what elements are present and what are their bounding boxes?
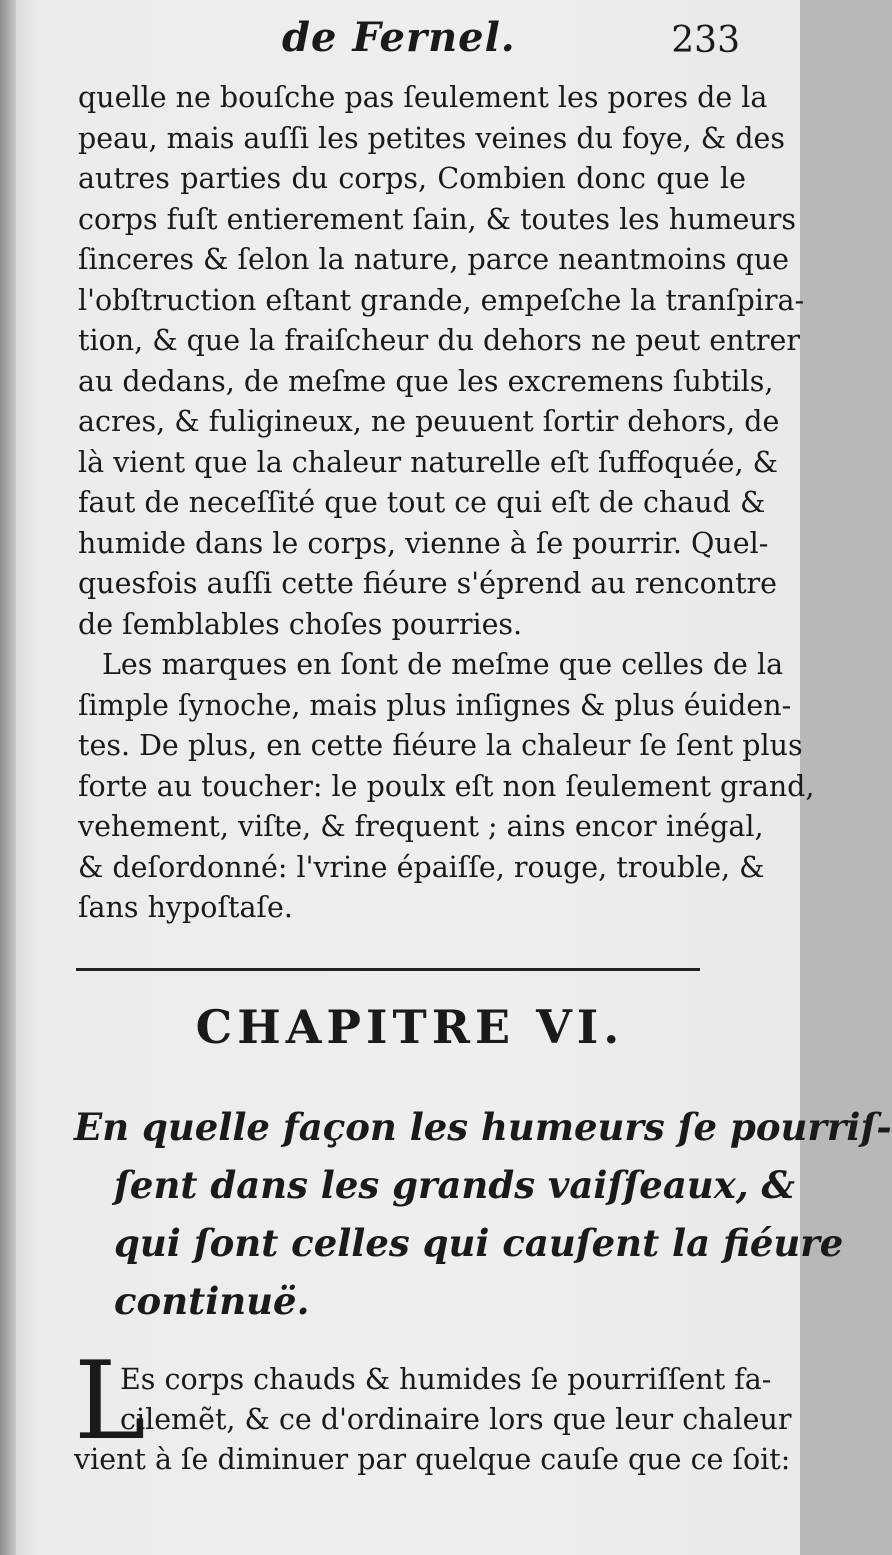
chapter-subtitle xyxy=(74,1098,892,1330)
text-line: forte au toucher: le poulx eſt non ſeulement grand, xyxy=(78,769,815,803)
running-head-title: de Fernel. xyxy=(282,14,516,61)
text-line: quesfois auſſi cette fiéure s'éprend au rencontre xyxy=(78,567,778,600)
subtitle-line: En quelle façon les humeurs ſe pourriſ- xyxy=(74,1105,892,1149)
paragraph-2 xyxy=(78,645,815,929)
page-gutter-shadow xyxy=(0,0,16,1555)
drop-cap-letter: L xyxy=(74,1339,146,1464)
text-line: corps fuſt entierement ſain, & toutes les humeurs xyxy=(78,202,796,236)
text-line: cilemẽt, & ce d'ordinaire lors que leur chaleur xyxy=(120,1403,792,1436)
text-line: tion, & que la fraiſcheur du dehors ne peut entrer xyxy=(78,324,801,357)
text-line: quelle ne bouſche pas ſeulement les pores de la xyxy=(78,81,768,114)
text-line: vehement, viſte, & frequent ; ains encor inégal, xyxy=(78,810,764,843)
text-line: autres parties du corps, Combien donc que le xyxy=(78,162,746,195)
text-line: là vient que la chaleur naturelle eſt ſuffoquée, & xyxy=(78,445,778,479)
text-line: tes. De plus, en cette fiéure la chaleur ſe ſent plus xyxy=(78,729,803,762)
text-line: ſinceres & ſelon la nature, parce neantmoins que xyxy=(78,243,790,276)
chapter-title: CHAPITRE VI. xyxy=(195,1000,625,1054)
text-line: au dedans, de meſme que les excremens ſubtils, xyxy=(78,364,774,398)
text-line: & deſordonné: l'vrine épaiſſe, rouge, trouble, & xyxy=(78,850,765,884)
text-line: acres, & fuligineux, ne peuuent ſortir dehors, de xyxy=(78,405,780,438)
subtitle-line: ſent dans les grands vaiſſeaux, & xyxy=(114,1163,795,1207)
text-line: faut de neceſſité que tout ce qui eſt de chaud & xyxy=(78,486,766,519)
text-line: peau, mais auſſi les petites veines du foye, & des xyxy=(78,121,785,155)
text-line: ſans hypoſtaſe. xyxy=(78,891,293,924)
text-line: humide dans le corps, vienne à ſe pourrir. Quel- xyxy=(78,526,769,560)
chapter-divider-rule xyxy=(76,968,700,971)
text-line: de ſemblables choſes pourries. xyxy=(78,607,523,641)
page-number: 233 xyxy=(671,20,740,61)
text-line: l'obſtruction eſtant grande, empeſche la tranſpira- xyxy=(78,283,805,317)
subtitle-line: continuë. xyxy=(114,1279,310,1323)
main-text xyxy=(78,78,815,929)
text-line: Les marques en ſont de meſme que celles de la xyxy=(102,648,784,681)
paragraph-1 xyxy=(78,78,805,645)
text-line: vient à ſe diminuer par quelque cauſe que ce ſoit: xyxy=(74,1443,791,1476)
text-line: Es corps chauds & humides ſe pourriſſent fa- xyxy=(120,1363,772,1396)
subtitle-line: qui ſont celles qui cauſent la fiéure xyxy=(114,1221,844,1265)
running-head xyxy=(0,14,800,70)
chapter-body-text xyxy=(74,1339,792,1480)
text-line: ſimple ſynoche, mais plus inſignes & plus éuiden- xyxy=(78,688,792,722)
